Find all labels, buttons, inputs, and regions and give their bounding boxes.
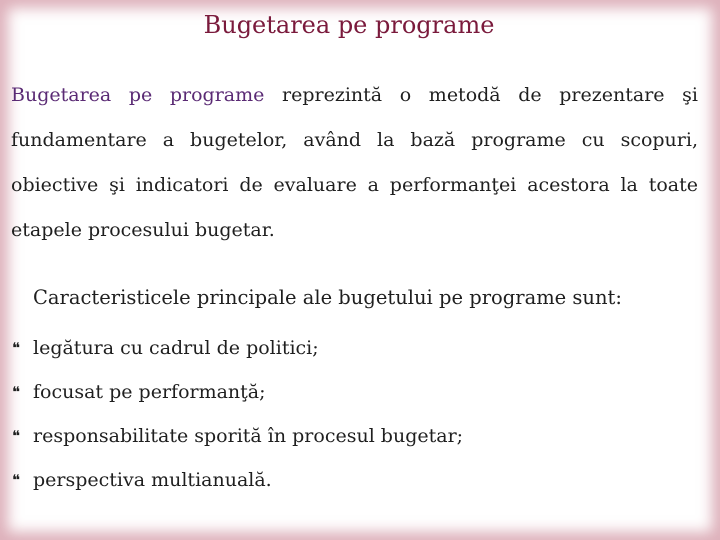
paragraph-body: reprezintă o metodă de prezentare şi fundamentare a bugetelor, având la bază programe cu scopuri, obiective şi indicatori de evaluare a performanţei acestora la toate etapele procesului bugetar.: [11, 84, 698, 241]
list-item-text: focusat pe performanţă;: [33, 381, 266, 403]
double-quote-bullet-icon: ❝: [12, 427, 21, 445]
list-item: [12, 418, 463, 462]
list-item: [12, 374, 463, 418]
characteristics-heading: Caracteristicele principale ale bugetului pe programe sunt:: [33, 286, 622, 309]
slide-title: Bugetarea pe programe: [203, 11, 495, 39]
list-item: [12, 330, 463, 374]
list-item-text: responsabilitate sporită în procesul bugetar;: [33, 425, 464, 447]
list-item-text: perspectiva multianuală.: [33, 469, 272, 491]
double-quote-bullet-icon: ❝: [12, 339, 21, 357]
list-item: [12, 462, 463, 506]
double-quote-bullet-icon: ❝: [12, 383, 21, 401]
list-item-text: legătura cu cadrul de politici;: [33, 337, 319, 359]
double-quote-bullet-icon: ❝: [12, 471, 21, 489]
characteristics-list: [12, 330, 463, 506]
paragraph-lead-term: Bugetarea pe programe: [11, 84, 265, 106]
intro-paragraph: [11, 73, 698, 253]
